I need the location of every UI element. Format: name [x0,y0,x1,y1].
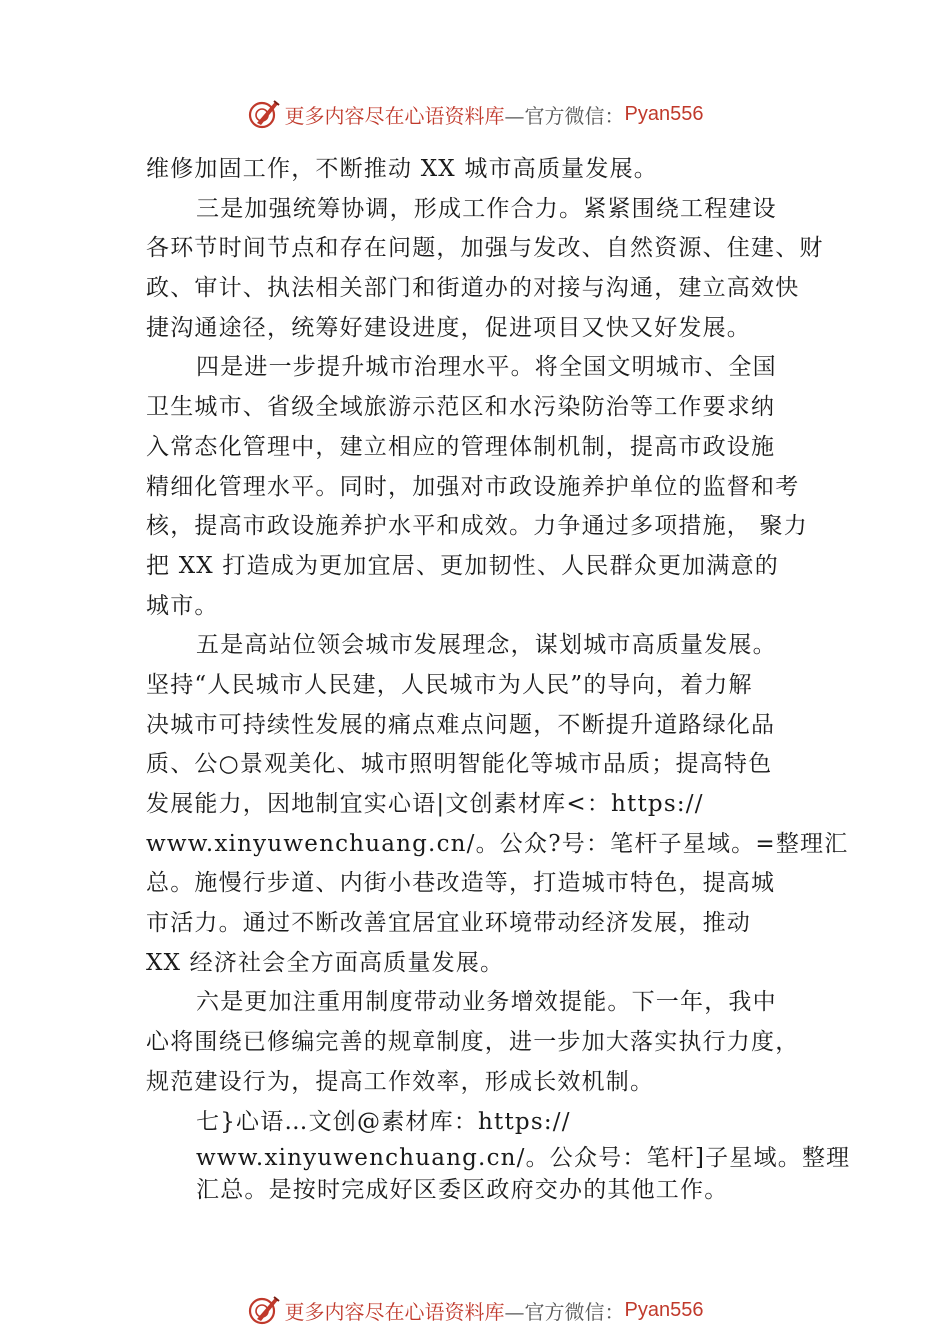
body-line: 捷沟通途径，统筹好建设进度，促进项目又快又好发展。 [146,314,751,341]
paragraph-3-line: 三是加强统筹协调，形成工作合力。紧紧围绕工程建设 [196,195,777,222]
body-line: 政、审计、执法相关部门和街道办的对接与沟通，建立高效快 [146,275,800,302]
body-line: 把 XX 打造成为更加宜居、更加韧性、人民群众更加满意的 [146,552,779,579]
body-line: 发展能力，因地制宜实心语|文创素材库<：https:// [146,791,704,817]
pen-logo-icon [247,1293,281,1327]
footer-wechat-id: Pyan556 [624,1298,704,1321]
body-line: 城市。 [146,592,219,619]
body-line: 维修加固工作，不断推动 XX 城市高质量发展。 [146,156,658,182]
body-line: 核，提高市政设施养护水平和成效。力争通过多项措施， 聚力 [146,513,808,540]
paragraph-4-line: 四是进一步提升城市治理水平。将全国文明城市、全国 [196,354,777,381]
body-line: 各环节时间节点和存在问题，加强与发改、自然资源、住建、财 [146,235,824,262]
paragraph-6-line: 六是更加注重用制度带动业务增效提能。下一年，我中 [196,989,777,1016]
header-wechat-id: Pyan556 [624,102,704,125]
paragraph-5-line: 五是高站位领会城市发展理念，谋划城市高质量发展。 [196,632,777,659]
document-body [146,150,851,1206]
body-line: 精细化管理水平。同时，加强对市政设施养护单位的监督和考 [146,473,800,500]
body-line: 质、公○景观美化、城市照明智能化等城市品质；提高特色 [146,751,773,778]
body-line: 坚持“人民城市人民建，人民城市为人民”的导向，着力解 [146,671,753,698]
body-line: 规范建设行为，提高工作效率，形成长效机制。 [146,1068,655,1095]
body-line: 卫生城市、省级全域旅游示范区和水污染防治等工作要求纳 [146,394,776,421]
body-line: 总。施慢行步道、内街小巷改造等，打造城市特色，提高城 [146,870,776,897]
body-line: 决城市可持续性发展的痛点难点问题，不断提升道路绿化品 [146,711,776,738]
body-line: 入常态化管理中，建立相应的管理体制机制，提高市政设施 [146,433,776,460]
header-promo-text: 更多内容尽在心语资料库 [284,103,505,128]
footer-banner [0,1290,950,1330]
body-line: www.xinyuwenchuang.cn/。公众号：笔杆]子星域。整理 [196,1145,851,1172]
body-line: 市活力。通过不断改善宜居宜业环境带动经济发展，推动 [146,910,751,937]
footer-promo-text: 更多内容尽在心语资料库 [284,1299,505,1324]
body-line: XX 经济社会全方面高质量发展。 [146,949,505,976]
body-line: 心将围绕已修编完善的规章制度，进一步加大落实执行力度， [146,1029,800,1056]
body-line: www.xinyuwenchuang.cn/。公众?号：笔杆子星域。=整理汇 [146,830,849,857]
paragraph-7-line: 七}心语…文创@素材库：https:// [196,1108,571,1135]
header-banner [0,94,950,134]
header-official-label: —官方微信： [504,103,625,128]
footer-official-label: —官方微信： [504,1299,625,1324]
body-line: 汇总。是按时完成好区委区政府交办的其他工作。 [196,1177,729,1204]
pen-logo-icon [247,97,281,131]
